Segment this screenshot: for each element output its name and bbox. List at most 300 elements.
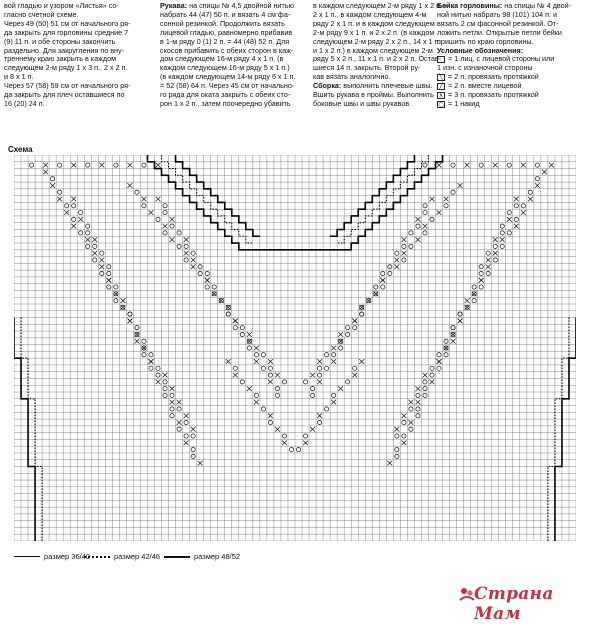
yarn-over-symbol [240, 332, 244, 336]
decrease-symbol [465, 298, 470, 303]
decrease-symbol [451, 339, 456, 344]
yarn-over-symbol [423, 204, 427, 208]
text-line: 2 х 1 п., в каждом следующем 4-м [313, 9, 427, 19]
yarn-over-symbol [493, 244, 497, 248]
decrease-symbol [120, 298, 125, 303]
decrease-symbol [500, 237, 505, 242]
text-line: да закрыть для плеч оставшиеся по [4, 90, 125, 100]
yarn-over-symbol [163, 387, 167, 391]
decrease-symbol [191, 427, 196, 432]
text-line: дом следующем 16-м ряду 4 х 1 п. (в [160, 54, 284, 64]
size-legend-label: размер 36/40 [44, 552, 91, 561]
yarn-over-symbol [416, 393, 420, 397]
decrease-symbol [226, 359, 231, 364]
decrease-symbol [170, 237, 175, 242]
yarn-over-symbol [402, 434, 406, 438]
decrease-symbol [254, 346, 259, 351]
yarn-over-symbol [170, 407, 174, 411]
yarn-over-symbol [282, 380, 286, 384]
yarn-over-symbol [451, 190, 455, 194]
yarn-over-symbol [58, 163, 62, 167]
legend-title: Условные обозначения: [437, 45, 524, 55]
decrease-symbol [170, 400, 175, 405]
text-line: следующем 2-м ряду 1 х 3 п., 2 х 2 п. [4, 63, 128, 73]
decrease-symbol [233, 373, 238, 378]
yarn-over-symbol [107, 265, 111, 269]
decrease-symbol [156, 163, 161, 168]
decrease-symbol [120, 305, 125, 310]
yarn-over-symbol [275, 387, 279, 391]
yarn-over-symbol [325, 407, 329, 411]
yarn-over-symbol [128, 312, 132, 316]
text-column-4 [437, 2, 587, 109]
text-line: 2-м ряду 9 х 1 п. и 2 х 2 п. (в каждом [313, 27, 435, 37]
text-line: треннему краю закрыть в каждом [4, 54, 117, 64]
legend-symbol-text: = 2 п. вместе лицевой [448, 81, 522, 91]
yarn-over-symbol [142, 163, 146, 167]
decrease-symbol [191, 258, 196, 263]
yarn-over-symbol [353, 326, 357, 330]
text-line: в каждом следующем 2-м ряду 1 х 2 п. и [313, 1, 449, 10]
text-line: раздельно. Для закругления по вну- [4, 45, 124, 55]
yarn-over-symbol [233, 326, 237, 330]
yarn-over-symbol [416, 407, 420, 411]
yarn-over-symbol [395, 434, 399, 438]
yarn-over-symbol [402, 420, 406, 424]
yarn-over-symbol [500, 224, 504, 228]
yarn-over-symbol [156, 217, 160, 221]
yarn-over-symbol [254, 393, 258, 397]
yarn-over-symbol [198, 271, 202, 275]
decrease-symbol [535, 183, 540, 188]
yarn-over-symbol [521, 204, 525, 208]
decrease-symbol [127, 183, 132, 188]
yarn-over-symbol [353, 366, 357, 370]
decrease-symbol [472, 291, 477, 296]
text-line: вязать 2 см фасонной резинкой. От- [437, 18, 559, 28]
decrease-symbol [415, 217, 420, 222]
decrease-symbol [198, 461, 203, 466]
yarn-over-symbol [395, 447, 399, 451]
decrease-symbol [458, 319, 463, 324]
decrease-symbol [64, 210, 69, 215]
yarn-over-symbol [184, 244, 188, 248]
yarn-over-symbol [114, 285, 118, 289]
decrease-symbol [437, 163, 442, 168]
yarn-over-symbol [423, 210, 427, 214]
decrease-symbol [43, 163, 48, 168]
text-line: Вшить рукава в проймы. Выполнить [313, 90, 434, 100]
decrease-symbol [92, 251, 97, 256]
decrease-symbol [430, 197, 435, 202]
decrease-symbol [268, 379, 273, 384]
decrease-symbol [451, 332, 456, 337]
yarn-over-symbol [29, 163, 33, 167]
decrease-symbol [394, 264, 399, 269]
decrease-symbol [149, 359, 154, 364]
decrease-symbol [184, 251, 189, 256]
decrease-symbol [184, 237, 189, 242]
yarn-over-symbol [444, 339, 448, 343]
yarn-over-symbol [388, 265, 392, 269]
text-line: рон 1 х 2 п., затем поочередно убавить [160, 98, 291, 108]
yarn-over-symbol [458, 312, 462, 316]
yarn-over-symbol [177, 244, 181, 248]
yarn-over-symbol [296, 447, 300, 451]
decrease-symbol [142, 197, 147, 202]
decrease-symbol [99, 163, 104, 168]
yarn-over-symbol [535, 177, 539, 181]
yarn-over-symbol [93, 244, 97, 248]
decrease-symbol [444, 197, 449, 202]
decrease-symbol [359, 359, 364, 364]
yarn-over-symbol [86, 224, 90, 228]
decrease-symbol [275, 427, 280, 432]
yarn-over-symbol [360, 312, 364, 316]
site-logo: Страна Мам [474, 584, 554, 624]
decrease-symbol [415, 400, 420, 405]
decrease-symbol [380, 278, 385, 283]
decrease-symbol [310, 427, 315, 432]
yarn-over-symbol [500, 231, 504, 235]
decrease-symbol [282, 440, 287, 445]
decrease-symbol [408, 400, 413, 405]
yarn-over-symbol [423, 393, 427, 397]
yarn-over-symbol [100, 251, 104, 255]
text-line: на спицы № 4,5 двойной нитью [187, 1, 294, 10]
text-line: да закрыть для горловины средние 7 [4, 27, 129, 37]
yarn-over-symbol [493, 258, 497, 262]
decrease-symbol [415, 237, 420, 242]
yarn-over-symbol [303, 434, 307, 438]
yarn-over-symbol [325, 366, 329, 370]
decrease-symbol [184, 413, 189, 418]
decrease-symbol [317, 359, 322, 364]
decrease-symbol [226, 305, 231, 310]
size-legend-label: размер 42/46 [114, 552, 161, 561]
decrease-symbol [465, 163, 470, 168]
decrease-symbol [394, 258, 399, 263]
yarn-over-symbol [65, 204, 69, 208]
section-heading: Бейка горловины: [437, 1, 503, 10]
decrease-symbol [156, 379, 161, 384]
yarn-over-symbol [514, 217, 518, 221]
yarn-over-symbol [107, 285, 111, 289]
decrease-symbol [254, 400, 259, 405]
decrease-symbol [163, 373, 168, 378]
decrease-symbol [247, 332, 252, 337]
decrease-symbol [437, 210, 442, 215]
yarn-over-symbol [500, 244, 504, 248]
yarn-over-symbol [402, 258, 406, 262]
decrease-symbol [99, 258, 104, 263]
yarn-over-symbol [416, 224, 420, 228]
yarn-over-symbol [332, 393, 336, 397]
text-line: и 1 х 2 п.) в каждом следующем 2-м [313, 45, 433, 55]
text-line: на спицы № 4 двой- [502, 1, 572, 10]
yarn-over-symbol [261, 353, 265, 357]
text-line: пришить по краю горловины. [437, 36, 534, 46]
yarn-over-symbol [451, 326, 455, 330]
size-legend-item [14, 552, 90, 561]
text-line: = 52 (58) 64 п. Через 45 см от начально- [160, 81, 295, 91]
decrease-symbol [444, 346, 449, 351]
decrease-symbol [423, 373, 428, 378]
yarn-over-symbol [170, 393, 174, 397]
decrease-symbol [373, 291, 378, 296]
yarn-over-symbol [142, 204, 146, 208]
yarn-over-symbol [86, 163, 90, 167]
yarn-over-symbol [191, 434, 195, 438]
yarn-over-symbol [184, 420, 188, 424]
yarn-over-symbol [282, 434, 286, 438]
yarn-over-symbol [423, 387, 427, 391]
decrease-symbol [352, 373, 357, 378]
decrease-symbol [521, 163, 526, 168]
left-side-outline-1 [14, 318, 35, 541]
decrease-symbol [303, 440, 308, 445]
text-line: ной нитью набрать 98 (101) 104 п. и [437, 9, 557, 19]
yarn-over-symbol [486, 251, 490, 255]
yarn-over-symbol [310, 393, 314, 397]
decrease-symbol [352, 319, 357, 324]
yarn-over-symbol [177, 407, 181, 411]
yarn-over-symbol [507, 210, 511, 214]
yarn-over-symbol [409, 427, 413, 431]
decrease-symbol [71, 224, 76, 229]
decrease-symbol [401, 413, 406, 418]
yarn-over-symbol [212, 285, 216, 289]
decrease-symbol [92, 237, 97, 242]
yarn-over-symbol [72, 204, 76, 208]
yarn-over-symbol [381, 271, 385, 275]
yarn-over-symbol [437, 366, 441, 370]
yarn-over-symbol [240, 380, 244, 384]
decrease-symbol [331, 346, 336, 351]
text-line: гласно счетной схеме. [4, 9, 79, 19]
decrease-symbol [317, 413, 322, 418]
yarn-over-symbol [163, 380, 167, 384]
yarn-over-symbol [177, 231, 181, 235]
yarn-over-symbol [381, 285, 385, 289]
decrease-symbol [331, 400, 336, 405]
yarn-over-symbol [437, 353, 441, 357]
section-heading: Рукава: [160, 1, 188, 10]
decrease-symbol [170, 217, 175, 222]
decrease-symbol [268, 359, 273, 364]
decrease-symbol [486, 258, 491, 263]
decrease-symbol [156, 197, 161, 202]
yarn-over-symbol [268, 366, 272, 370]
text-line: (в каждом следующем 14-м ряду 6 х 1 п. [160, 72, 296, 82]
yarn-over-symbol [261, 407, 265, 411]
yarn-over-symbol [346, 326, 350, 330]
text-line: каждом следующем 16-м ряду 5 х 1 п.) [160, 63, 290, 73]
text-line: ряду 5 х 2 п., 11 х 1 п. и 2 х 2 п. Остав- [313, 54, 442, 64]
decrease-symbol [387, 461, 392, 466]
yarn-over-symbol [170, 224, 174, 228]
yarn-over-symbol [254, 353, 258, 357]
yarn-over-symbol [472, 298, 476, 302]
text-line: 16 (20) 24 п. [4, 98, 45, 108]
yarn-over-symbol [149, 353, 153, 357]
yarn-over-symbol [486, 271, 490, 275]
knitting-chart [14, 155, 576, 541]
decrease-symbol [514, 224, 519, 229]
decrease-symbol [170, 386, 175, 391]
yarn-over-symbol [507, 163, 511, 167]
decrease-symbol [134, 332, 139, 337]
yarn-over-symbol [198, 265, 202, 269]
text-line: лицевой гладью, равномерно прибавив [160, 27, 293, 37]
text-column-1 [4, 2, 154, 109]
yarn-over-symbol [163, 210, 167, 214]
yarn-over-symbol [268, 420, 272, 424]
right-slant-icon: ╱ [437, 83, 445, 90]
yarn-over-symbol [346, 380, 350, 384]
text-line: шиеся 14 п. закрыть. Второй ру- [313, 63, 421, 73]
yarn-over-symbol [58, 190, 62, 194]
yarn-over-symbol [191, 447, 195, 451]
yarn-over-symbol [163, 204, 167, 208]
text-line: ложить петли. Открытые петли бейки [437, 27, 562, 37]
yarn-over-symbol [261, 366, 265, 370]
text-line: го ряда для оката закрыть с обеих сто- [160, 90, 291, 100]
text-line: набрать 44 (47) 50 п. и вязать 4 см фа- [160, 9, 291, 19]
yarn-over-symbol [409, 231, 413, 235]
yarn-over-symbol [303, 380, 307, 384]
yarn-over-symbol [472, 285, 476, 289]
yarn-over-symbol [93, 258, 97, 262]
size-legend-label: размер 48/52 [194, 552, 241, 561]
text-line: выполнить плечевые швы. [341, 81, 433, 91]
decrease-symbol [184, 440, 189, 445]
decrease-symbol [521, 210, 526, 215]
yarn-over-symbol [72, 217, 76, 221]
yarn-over-symbol [191, 251, 195, 255]
decrease-symbol [177, 400, 182, 405]
yarn-over-symbol [114, 163, 118, 167]
yarn-over-symbol [423, 380, 427, 384]
empty-square-icon [437, 56, 445, 63]
yarn-over-symbol [395, 251, 399, 255]
yarn-over-symbol [374, 285, 378, 289]
yarn-over-symbol [317, 420, 321, 424]
yarn-over-symbol [289, 447, 293, 451]
decrease-symbol [493, 163, 498, 168]
decrease-symbol [415, 386, 420, 391]
decrease-symbol [43, 170, 48, 175]
legend-symbol-text: = 1 лиц. с лицевой стороны или [448, 54, 555, 64]
yarn-over-symbol [317, 366, 321, 370]
text-line: (9) 11 п. и обе стороны закончить [4, 36, 116, 46]
decrease-symbol [486, 264, 491, 269]
yarn-over-symbol [79, 210, 83, 214]
decrease-symbol [247, 386, 252, 391]
decrease-symbol [191, 264, 196, 269]
yarn-over-symbol [388, 271, 392, 275]
yarn-over-symbol [205, 271, 209, 275]
decrease-symbol [310, 373, 315, 378]
text-line: скосов прибавить с обеих сторон в каж- [160, 45, 294, 55]
left-side-outline-2 [21, 318, 42, 541]
decrease-symbol [205, 278, 210, 283]
decrease-symbol [212, 291, 217, 296]
yarn-over-symbol [402, 244, 406, 248]
size-legend-item [84, 552, 160, 561]
yarn-over-symbol [177, 427, 181, 431]
decrease-symbol [275, 373, 280, 378]
yarn-over-symbol [395, 454, 399, 458]
text-line: ряду 2 х 1 п. и в каждом следующем [313, 18, 435, 28]
legend-line-sample [164, 556, 190, 558]
yarn-over-symbol [163, 231, 167, 235]
yarn-over-symbol [233, 366, 237, 370]
yarn-over-symbol [240, 326, 244, 330]
yarn-over-symbol [135, 190, 139, 194]
yarn-over-symbol [430, 373, 434, 377]
yarn-over-symbol [514, 204, 518, 208]
section-heading: Сборка: [313, 81, 342, 91]
decrease-symbol [493, 251, 498, 256]
yarn-over-symbol [430, 217, 434, 221]
yarn-over-symbol [170, 414, 174, 418]
decrease-symbol [401, 251, 406, 256]
yarn-over-symbol [163, 393, 167, 397]
yarn-over-symbol [479, 285, 483, 289]
decrease-symbol [423, 224, 428, 229]
text-line: следующем 2-м ряду 2 х 2 п., 14 х 1 п. [313, 36, 441, 46]
yarn-over-symbol [142, 339, 146, 343]
decrease-symbol [233, 319, 238, 324]
yarn-over-symbol [332, 353, 336, 357]
yarn-over-symbol [451, 163, 455, 167]
yarn-over-symbol [528, 190, 532, 194]
neckline-left-size2 [162, 155, 253, 243]
schema-title: Схема [8, 145, 33, 154]
decrease-symbol [458, 183, 463, 188]
yarn-over-symbol [444, 353, 448, 357]
decrease-symbol [99, 264, 104, 269]
yarn-over-symbol [346, 332, 350, 336]
yarn-over-symbol [535, 163, 539, 167]
yarn-over-symbol [416, 414, 420, 418]
yarn-over-symbol [156, 366, 160, 370]
decrease-symbol [50, 183, 55, 188]
decrease-symbol [479, 278, 484, 283]
size-legend-item [164, 552, 240, 561]
yarn-over-symbol [149, 366, 153, 370]
triple-decrease-icon: ∧ [438, 92, 444, 100]
yarn-over-symbol [86, 231, 90, 235]
yarn-over-symbol [325, 353, 329, 357]
decrease-symbol [549, 163, 554, 168]
decrease-symbol [401, 440, 406, 445]
left-slant-icon: ╲ [437, 74, 445, 81]
text-line: Через 49 (50) 51 см от начального ря- [4, 18, 131, 28]
yarn-over-symbol [275, 393, 279, 397]
yarn-over-symbol [507, 231, 511, 235]
chart-grid [14, 155, 576, 541]
decrease-symbol [338, 332, 343, 337]
yarn-over-symbol [135, 326, 139, 330]
yarn-over-symbol [142, 353, 146, 357]
decrease-symbol [394, 427, 399, 432]
decrease-symbol [542, 170, 547, 175]
right-side-outline-1 [555, 318, 576, 541]
yarn-over-symbol [339, 346, 343, 350]
decrease-symbol [493, 237, 498, 242]
